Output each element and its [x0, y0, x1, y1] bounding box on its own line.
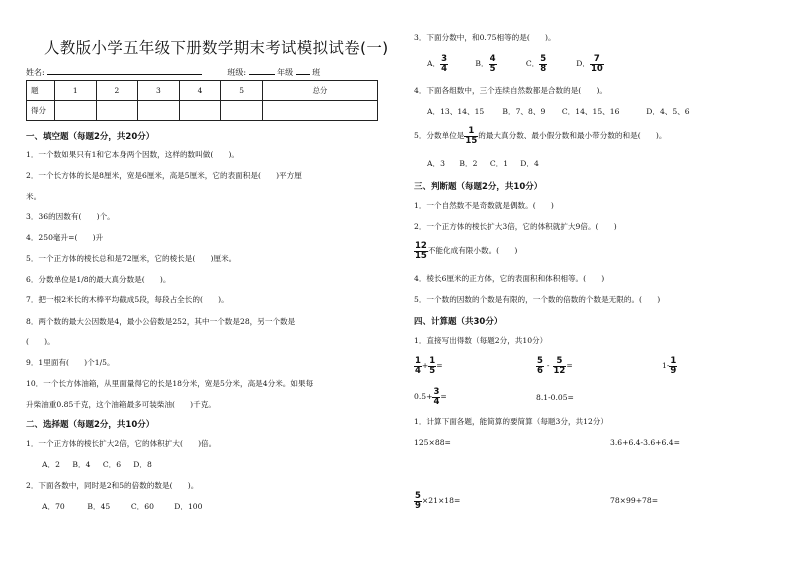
- expression-text: 1-: [662, 361, 670, 370]
- option[interactable]: B．2: [459, 159, 478, 168]
- fraction: [414, 357, 422, 375]
- fraction: [539, 55, 547, 73]
- option[interactable]: D．8: [133, 460, 152, 469]
- denominator: 9: [415, 500, 421, 511]
- fraction: [553, 357, 567, 375]
- question: 4．下面各组数中，三个连续自然数都是合数的是( )。: [414, 86, 608, 95]
- question: 2．下面各数中，同时是2和5的倍数的数是( )。: [26, 481, 199, 490]
- denominator: 4: [441, 63, 447, 74]
- question: 1．一个自然数不是奇数就是偶数。( ): [414, 201, 554, 210]
- question-text: 的最大真分数、最小假分数和最小带分数的和是( )。: [478, 131, 667, 140]
- option-label: C．: [525, 59, 540, 68]
- options-row-fractions: [427, 50, 616, 78]
- score-input-cell[interactable]: [55, 101, 97, 121]
- question: 4．250毫升=( )升: [26, 233, 104, 242]
- fraction: [590, 55, 604, 73]
- question-continued: 升柴油重0.85千克，这个油箱最多可装柴油( )千克。: [26, 400, 216, 409]
- option[interactable]: B．4: [72, 460, 91, 469]
- denominator: 6: [537, 365, 543, 376]
- score-input-cell[interactable]: [179, 101, 221, 121]
- option[interactable]: C．14、15、16: [561, 107, 620, 116]
- option[interactable]: [427, 50, 473, 78]
- calc-expression: 125×88=: [414, 438, 451, 447]
- option[interactable]: A．13、14、15: [427, 107, 485, 116]
- question-continued: 米。: [26, 192, 42, 201]
- denominator: 10: [590, 63, 603, 74]
- calc-expression: [414, 352, 443, 380]
- student-info-line: [26, 66, 320, 79]
- numerator: 12: [415, 241, 427, 251]
- options-row: [427, 106, 696, 117]
- grade-blank[interactable]: [296, 66, 310, 75]
- question: 3．36的因数有( )个。: [26, 212, 115, 221]
- name-label: 姓名:: [26, 68, 45, 77]
- name-blank[interactable]: [47, 66, 202, 75]
- calc-expression: 78×99+78=: [610, 496, 659, 505]
- question: 2．一个正方体的棱长扩大3倍，它的体积就扩大9倍。( ): [414, 222, 617, 231]
- options-row: [427, 158, 548, 169]
- option[interactable]: C．60: [130, 502, 154, 511]
- calc-expression: 8.1-0.05=: [536, 393, 574, 402]
- question-continued: ( )。: [26, 337, 55, 346]
- option[interactable]: B．7、8、9: [502, 107, 546, 116]
- question: [414, 124, 666, 148]
- question: 5．一个正方体的棱长总和是72厘米，它的棱长是( )厘米。: [26, 254, 237, 263]
- denominator: 5: [429, 365, 436, 376]
- score-table: [26, 80, 378, 121]
- instruction: 1．直接写出得数（每题2分，共10分）: [414, 336, 548, 345]
- page-title: 人教版小学五年级下册数学期末考试模拟试卷(一): [44, 39, 389, 57]
- fraction: [464, 127, 478, 145]
- ban-label: 班: [312, 68, 321, 77]
- score-cell: 3: [138, 81, 180, 101]
- score-table-header-row: [27, 81, 378, 101]
- option[interactable]: D．4、5、6: [646, 107, 690, 116]
- numerator: 3: [441, 54, 447, 64]
- calc-expression: [414, 487, 460, 515]
- option[interactable]: C．1: [489, 159, 509, 168]
- option[interactable]: [475, 50, 523, 78]
- question: 3．下面分数中，和0.75相等的是( )。: [414, 33, 556, 42]
- question: [414, 239, 517, 263]
- option[interactable]: [576, 50, 616, 78]
- denominator: 15: [415, 250, 427, 261]
- expression-text: ×21×18=: [421, 496, 461, 505]
- option[interactable]: B．45: [87, 502, 111, 511]
- options-row: [42, 459, 161, 470]
- score-cell: 总分: [262, 81, 377, 101]
- option-label: B．: [475, 59, 489, 68]
- equals: =: [440, 392, 447, 401]
- question: 2．一个长方体的长是8厘米，宽是6厘米，高是5厘米，它的表面积是( )平方厘: [26, 171, 302, 180]
- options-row: [42, 501, 215, 512]
- numerator: 1: [429, 356, 436, 366]
- score-input-cell[interactable]: [262, 101, 377, 121]
- grade-label: 年级: [277, 68, 294, 77]
- question: 8．两个数的最大公因数是4，最小公倍数是252，其中一个数是28，另一个数是: [26, 317, 296, 326]
- denominator: 5: [489, 63, 496, 74]
- option[interactable]: D．4: [520, 159, 539, 168]
- numerator: 1: [670, 356, 677, 366]
- question: 1．一个正方体的棱长扩大2倍，它的体积扩大( )倍。: [26, 439, 217, 448]
- option[interactable]: A．3: [427, 159, 445, 168]
- operator: +: [421, 361, 429, 370]
- question-text: 5．分数单位是: [414, 131, 465, 140]
- class-label: 班级:: [227, 68, 247, 77]
- calc-expression: [536, 352, 573, 380]
- fraction: [414, 492, 422, 510]
- score-input-cell[interactable]: [138, 101, 180, 121]
- numerator: 5: [553, 357, 567, 367]
- fraction: [536, 357, 544, 375]
- numerator: 5: [537, 356, 543, 366]
- fraction: [489, 55, 497, 73]
- option[interactable]: A．2: [42, 460, 60, 469]
- section-heading-choice: 二、选择题（每题2分，共10分）: [26, 420, 155, 430]
- score-cell: 5: [221, 81, 263, 101]
- instruction: 1．计算下面各题，能简算的要简算（每题3分，共12分）: [414, 417, 608, 426]
- question: 7．把一根2米长的木棒平均截成5段，每段占全长的( )。: [26, 295, 229, 304]
- calc-expression: [662, 352, 677, 380]
- denominator: 15: [465, 135, 478, 146]
- question-text: 不能化成有限小数。( ): [427, 246, 518, 255]
- score-row-label: 得分: [27, 101, 55, 121]
- denominator: 4: [415, 365, 421, 376]
- section-heading-fill: 一、填空题（每题2分，共20分）: [26, 132, 155, 142]
- question: 1．一个数如果只有1和它本身两个因数，这样的数叫做( )。: [26, 150, 240, 159]
- fraction: [669, 357, 677, 375]
- section-heading-judge: 三、判断题（每题2分，共10分）: [414, 182, 543, 192]
- denominator: 4: [433, 396, 440, 407]
- fraction: [440, 55, 448, 73]
- calc-expression: [414, 384, 447, 410]
- question: 6．分数单位是1/8的最大真分数是( )。: [26, 275, 171, 284]
- numerator: 3: [433, 387, 440, 397]
- option-label: A．: [427, 59, 441, 68]
- score-cell: 1: [55, 81, 97, 101]
- score-cell: 2: [96, 81, 138, 101]
- score-table-score-row: [27, 101, 378, 121]
- denominator: 9: [670, 365, 677, 376]
- score-input-cell[interactable]: [96, 101, 138, 121]
- expression-text: 0.5+: [414, 392, 433, 401]
- calc-expression: 3.6+6.4-3.6+6.4=: [610, 438, 680, 447]
- option[interactable]: A．70: [42, 502, 65, 511]
- operator: -: [546, 361, 550, 370]
- score-cell: 4: [179, 81, 221, 101]
- equals: =: [436, 361, 443, 370]
- denominator: 8: [540, 63, 547, 74]
- section-heading-calc: 四、计算题（共30分）: [414, 317, 503, 327]
- denominator: 12: [553, 365, 566, 376]
- question: 10．一个长方体油箱，从里面量得它的长是18分米，宽是5分米，高是4分米。如果每: [26, 379, 314, 388]
- option[interactable]: [526, 50, 574, 78]
- class-blank[interactable]: [249, 66, 275, 75]
- question: 9．1里面有( )个1/5。: [26, 358, 115, 367]
- numerator: 1: [464, 127, 478, 137]
- numerator: 5: [540, 54, 547, 64]
- question: 4．棱长6厘米的正方体，它的表面积和体积相等。( ): [414, 274, 605, 283]
- fraction: [414, 242, 428, 260]
- numerator: 4: [489, 54, 496, 64]
- equals: =: [566, 361, 573, 370]
- numerator: 5: [415, 491, 421, 501]
- option[interactable]: D．100: [174, 502, 203, 511]
- score-cell: 题: [27, 81, 55, 101]
- numerator: 7: [590, 55, 604, 65]
- question: 5．一个数的因数的个数是有限的，一个数的倍数的个数是无限的。( ): [414, 295, 661, 304]
- option-label: D．: [576, 59, 590, 68]
- numerator: 1: [415, 356, 421, 366]
- score-input-cell[interactable]: [221, 101, 263, 121]
- option[interactable]: C．6: [102, 460, 122, 469]
